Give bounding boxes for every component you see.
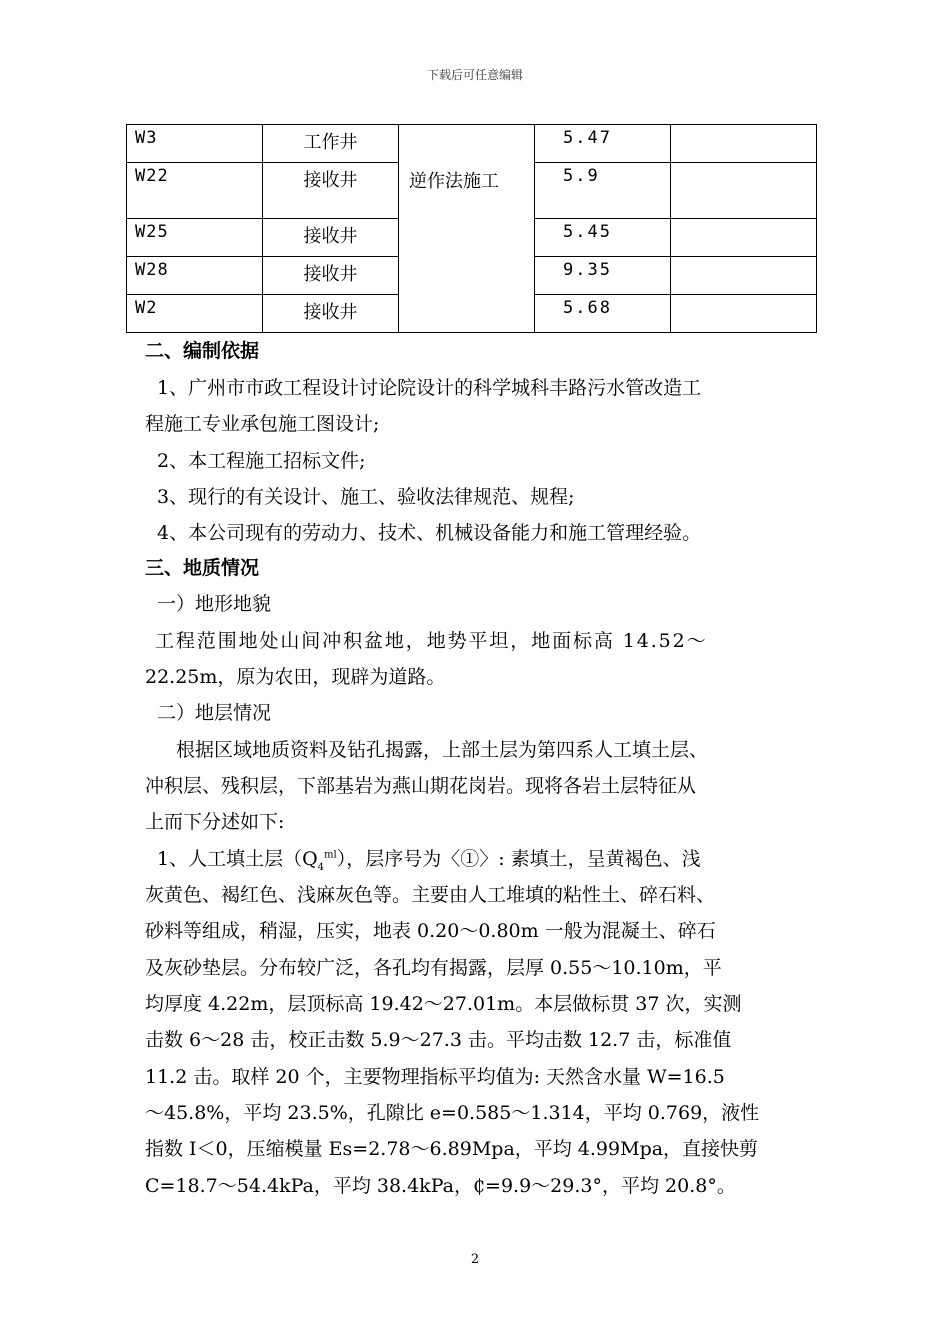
well-id: W22 — [127, 163, 263, 219]
construction-method: 逆作法施工 — [399, 125, 535, 333]
works-table — [126, 124, 817, 333]
table-row — [127, 125, 817, 163]
paragraph-line: ～45.8%，平均 23.5%，孔隙比 e=0.585～1.314，平均 0.769，液性 — [145, 1102, 760, 1124]
header-note: 下载后可任意编辑 — [426, 68, 523, 82]
layer-subscript: 4 — [317, 861, 325, 873]
well-note — [671, 219, 817, 257]
well-type: 工作井 — [263, 125, 399, 163]
well-note — [671, 125, 817, 163]
well-type: 接收井 — [263, 295, 399, 333]
paragraph-line: C=18.7～54.4kPa，平均 38.4kPa，₵=9.9～29.3°，平均 20.8°。 — [145, 1175, 736, 1197]
section-heading: 三、地质情况 — [145, 557, 260, 579]
layer-superscript: ml — [324, 849, 337, 861]
basis-item: 1、广州市市政工程设计讨论院设计的科学城科丰路污水管改造工 — [157, 377, 702, 399]
well-depth: 5.45 — [535, 219, 671, 257]
well-id: W3 — [127, 125, 263, 163]
well-depth: 5.47 — [535, 125, 671, 163]
paragraph-line: 冲积层、残积层，下部基岩为燕山期花岗岩。现将各岩土层特征从 — [145, 775, 697, 797]
paragraph-line: 22.25m，原为农田，现辟为道路。 — [145, 666, 446, 688]
well-type: 接收井 — [263, 219, 399, 257]
basis-item: 2、本工程施工招标文件; — [157, 450, 366, 472]
basis-item: 程施工专业承包施工图设计; — [145, 413, 380, 435]
well-id: W2 — [127, 295, 263, 333]
paragraph-line: 灰黄色、褐红色、浅麻灰色等。主要由人工堆填的粘性土、碎石料、 — [145, 884, 716, 906]
paragraph-line: 均厚度 4.22m，层顶标高 19.42～27.01m。本层做标贯 37 次，实测 — [145, 993, 742, 1015]
well-depth: 9.35 — [535, 257, 671, 295]
well-type: 接收井 — [263, 257, 399, 295]
paragraph-line: 上而下分述如下: — [145, 811, 285, 833]
well-note — [671, 295, 817, 333]
layer-desc: ），层序号为〈①〉: 素填土，呈黄褐色、浅 — [336, 848, 701, 870]
paragraph-line: 指数 I＜0，压缩模量 Es=2.78～6.89Mpa，平均 4.99Mpa，直接快剪 — [145, 1138, 759, 1160]
well-id: W28 — [127, 257, 263, 295]
paragraph-line: 11.2 击。取样 20 个，主要物理指标平均值为: 天然含水量 W=16.5 — [145, 1066, 725, 1088]
page-number: 2 — [470, 1252, 480, 1267]
paragraph-line: 工程范围地处山间冲积盆地，地势平坦，地面标高 14.52～ — [155, 630, 708, 652]
layer-label: 1、人工填土层（Q — [157, 848, 318, 870]
paragraph-line: 及灰砂垫层。分布较广泛，各孔均有揭露，层厚 0.55～10.10m，平 — [145, 957, 722, 979]
subsection-heading: 一）地形地貌 — [157, 593, 272, 615]
section-heading: 二、编制依据 — [145, 340, 260, 362]
well-note — [671, 163, 817, 219]
well-depth: 5.68 — [535, 295, 671, 333]
paragraph-line — [157, 844, 701, 873]
basis-item: 3、现行的有关设计、施工、验收法律规范、规程; — [157, 486, 575, 508]
paragraph-line: 砂料等组成，稍湿，压实，地表 0.20～0.80m 一般为混凝土、碎石 — [145, 920, 716, 942]
basis-item: 4、本公司现有的劳动力、技术、机械设备能力和施工管理经验。 — [157, 522, 702, 544]
paragraph-line: 根据区域地质资料及钻孔揭露，上部土层为第四系人工填土层、 — [176, 739, 709, 761]
subsection-heading: 二）地层情况 — [157, 702, 272, 724]
well-depth: 5.9 — [535, 163, 671, 219]
well-id: W25 — [127, 219, 263, 257]
paragraph-line: 击数 6～28 击，校正击数 5.9～27.3 击。平均击数 12.7 击，标准值 — [145, 1029, 732, 1051]
well-note — [671, 257, 817, 295]
well-type: 接收井 — [263, 163, 399, 219]
